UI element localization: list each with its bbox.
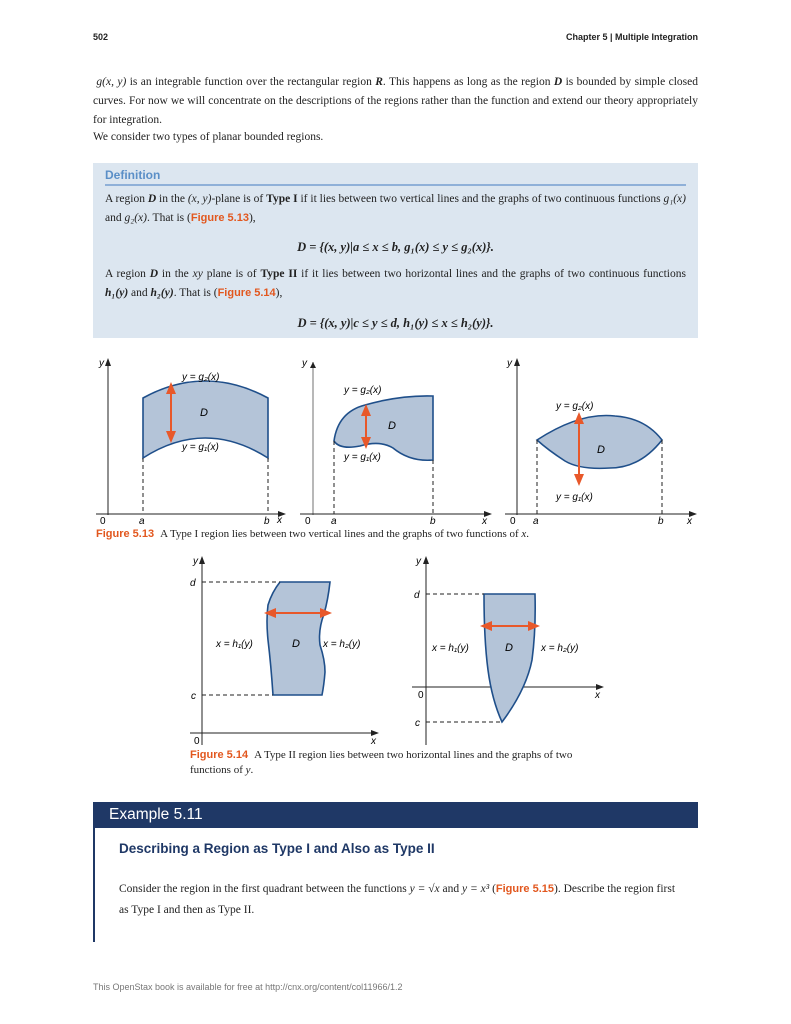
d-label: d	[414, 590, 420, 601]
b-label: b	[264, 516, 270, 527]
math-R: R	[375, 76, 383, 88]
intro-text-c: is bounded by simple closed curves. For now we will concentrate on the descriptions of the regions rather than the function and extend our theory appropriately for integration.	[93, 76, 699, 126]
text: Consider the region in the first quadrant between the functions	[119, 883, 410, 895]
lower-curve-label: y = g₁(x)	[556, 492, 593, 503]
figure-5-15-link[interactable]: Figure 5.15	[495, 883, 554, 895]
x-label: x	[277, 515, 282, 526]
a-label: a	[139, 516, 145, 527]
math-plane: (x, y)	[187, 193, 212, 205]
footer-text: This OpenStax book is available for free at http://cnx.org/content/col11966/1.2	[93, 982, 403, 992]
caption-text: A Type II region lies between two horizontal lines and the graphs of two functions of	[190, 749, 573, 776]
intro-text-b: . This happens as long as the region	[382, 76, 554, 88]
y-label: y	[416, 556, 421, 567]
text: if it lies between two horizontal lines and the graphs of two continuous functions	[297, 268, 686, 280]
intro-text-a: is an integrable function over the rectangular region	[126, 76, 376, 88]
b-label: b	[658, 516, 664, 527]
c-label: c	[191, 691, 196, 702]
y-axis-arrow	[310, 362, 316, 368]
figure-5-14-link[interactable]: Figure 5.14	[217, 287, 276, 299]
definition-divider	[105, 184, 686, 186]
caption-label: Figure 5.13	[96, 528, 155, 540]
example-subtitle: Describing a Region as Type I and Also as Type II	[119, 841, 435, 856]
text: and	[128, 287, 151, 299]
origin-label: 0	[418, 690, 424, 701]
text: . That is (	[147, 212, 191, 224]
math-g2: g₂(x)	[124, 212, 147, 224]
caption-label: Figure 5.14	[190, 749, 249, 761]
caption-text: A Type I region lies between two vertical lines and the graphs of two functions of	[160, 528, 522, 540]
caption-var: x	[521, 528, 527, 540]
y-label: y	[193, 556, 198, 567]
caption-end: .	[526, 528, 530, 540]
region-label: D	[388, 420, 396, 432]
caption-end: .	[250, 764, 254, 776]
d-label: d	[190, 578, 196, 589]
region-D	[537, 416, 662, 469]
origin-label: 0	[510, 516, 516, 527]
text: ). Describe the region first as Type I and then as Type II.	[119, 883, 676, 916]
y-label: y	[302, 358, 307, 369]
upper-curve-label: y = g₂(x)	[344, 385, 382, 396]
type2-formula: D = {(x, y)|c ≤ y ≤ d, h₁(y) ≤ x ≤ h₂(y)}.	[297, 316, 494, 330]
lower-curve-label: y = g₁(x)	[344, 452, 381, 463]
region-D	[484, 594, 535, 722]
text: A region	[105, 268, 150, 280]
math-D: D	[147, 193, 157, 205]
text: and	[439, 883, 463, 895]
text: plane is of	[202, 268, 261, 280]
text: ),	[248, 212, 256, 224]
text: -plane is of	[211, 193, 267, 205]
math-g: g(x, y)	[96, 76, 127, 88]
right-curve-label: x = h₂(y)	[541, 643, 579, 654]
definition-title: Definition	[105, 168, 161, 182]
type-label: Type II	[260, 268, 298, 280]
math-D: D	[149, 268, 159, 280]
math-cube: y = x³	[462, 883, 490, 895]
x-label: x	[482, 516, 487, 527]
lower-curve-label: y = g₁(x)	[182, 442, 219, 453]
figure-5-13-graphics	[0, 350, 791, 530]
definition-type1-text	[105, 190, 686, 228]
text: (	[489, 883, 496, 895]
fig513-panel-3	[505, 358, 693, 527]
upper-curve-label: y = g₂(x)	[556, 401, 594, 412]
c-label: c	[415, 718, 420, 729]
type1-formula: D = {(x, y)|a ≤ x ≤ b, g₁(x) ≤ y ≤ g₂(x)}.	[297, 240, 494, 254]
upper-curve-label: y = g₂(x)	[182, 372, 220, 383]
x-label: x	[687, 516, 692, 527]
region-D	[334, 396, 433, 460]
chapter-title: Chapter 5 | Multiple Integration	[565, 32, 698, 42]
math-D: D	[553, 76, 563, 88]
text: in the	[156, 193, 188, 205]
figure-5-14-graphics	[0, 550, 791, 750]
origin-label: 0	[305, 516, 311, 527]
x-label: x	[371, 736, 376, 747]
x-label: x	[595, 690, 600, 701]
example-body	[119, 879, 687, 921]
math-sqrt: y = √x	[409, 883, 440, 895]
b-label: b	[430, 516, 436, 527]
region-label: D	[597, 444, 605, 456]
fig514-panel-1	[190, 556, 377, 747]
example-title: Example 5.11	[109, 806, 203, 823]
math-h2: h₂(y)	[150, 287, 174, 299]
math-h1: h₁(y)	[105, 287, 129, 299]
figure-5-13-link[interactable]: Figure 5.13	[190, 212, 249, 224]
type-label: Type I	[266, 193, 298, 205]
right-curve-label: x = h₂(y)	[323, 639, 361, 650]
intro-line-2: We consider two types of planar bounded regions.	[93, 131, 324, 143]
left-curve-label: x = h₁(y)	[432, 643, 469, 654]
left-curve-label: x = h₁(y)	[216, 639, 253, 650]
figure-5-13-caption	[96, 528, 529, 540]
definition-type2-text	[105, 265, 686, 303]
y-label: y	[507, 358, 512, 369]
text: if it lies between two vertical lines and the graphs of two continuous functions	[297, 193, 664, 205]
page-number: 502	[93, 32, 109, 42]
fig513-panel-1	[96, 358, 283, 527]
origin-label: 0	[100, 516, 106, 527]
caption-var: y	[245, 764, 251, 776]
y-label: y	[99, 358, 104, 369]
math-g1: g₁(x)	[663, 193, 686, 205]
fig513-panel-2	[300, 358, 488, 527]
origin-label: 0	[194, 736, 200, 747]
example-side-rule	[93, 828, 95, 942]
a-label: a	[331, 516, 337, 527]
text: and	[105, 212, 125, 224]
math-plane: xy	[192, 268, 203, 280]
a-label: a	[533, 516, 539, 527]
text: ),	[275, 287, 283, 299]
region-label: D	[505, 642, 513, 654]
intro-paragraph	[93, 73, 698, 130]
text: in the	[158, 268, 193, 280]
region-label: D	[292, 638, 300, 650]
text: . That is (	[173, 287, 218, 299]
text: A region	[105, 193, 148, 205]
fig514-panel-2	[412, 556, 601, 745]
region-label: D	[200, 407, 208, 419]
figure-5-14-caption	[190, 748, 610, 778]
